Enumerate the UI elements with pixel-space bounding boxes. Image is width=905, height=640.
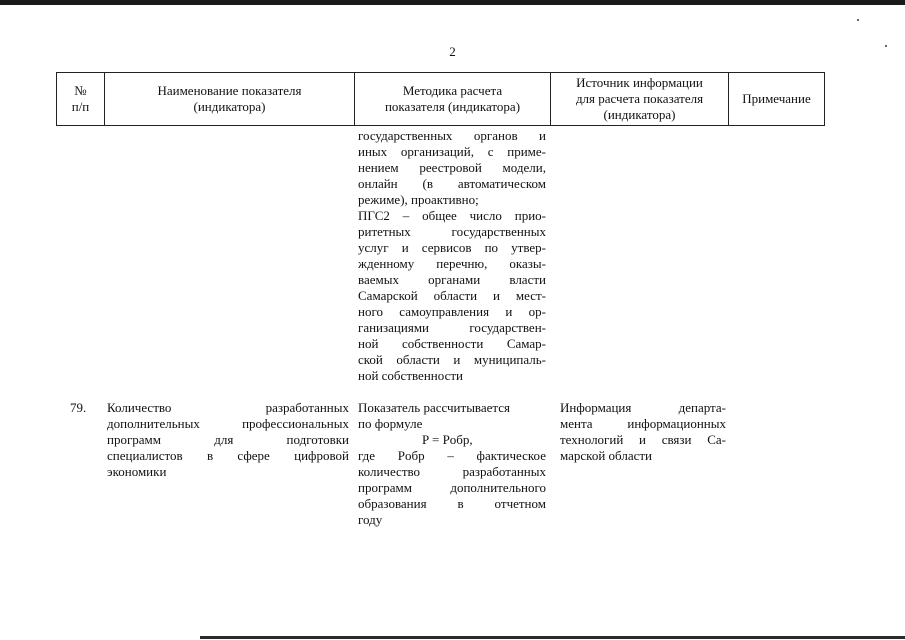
row-info-source: Информация департа- мента информационных технологий и связи Са- марской области <box>560 400 726 463</box>
header-cell-number: № п/п <box>57 73 105 126</box>
scan-speck <box>857 19 859 21</box>
header-cell-note: Примечание <box>729 73 825 126</box>
table-header <box>56 72 825 126</box>
page-number: 2 <box>449 44 456 59</box>
header-cell-source: Источник информации для расчета показателя (индикатора) <box>551 73 729 126</box>
scan-bottom-border <box>200 636 905 639</box>
row-method-text: Показатель рассчитывается по формуле P = Pобр, где Pобр – фактическое количество разработанных программ дополнительного образования в отчетном году <box>358 400 546 527</box>
header-cell-method: Методика расчета показателя (индикатора) <box>355 73 551 126</box>
row-number: 79. <box>70 400 87 415</box>
row-indicator-name: Количество разработанных дополнительных профессиональных программ для подготовки специалистов в сфере цифровой экономики <box>107 400 349 479</box>
scan-top-border <box>0 0 905 5</box>
continuation-method-text: государственных органов и иных организаций, с приме- нением реестровой модели, онлайн (в автоматическом режиме), проактивно; ПГС2 – общее число прио- ритетных государственных услуг и сервисов по утвер- жденному перечню, оказы- ваемых органами власти Самарской области и мест- ного самоуправления и ор- ганизациями государствен- ной собственности Самар- ской области и муниципаль- ной собственности <box>358 128 546 383</box>
method-formula: P = Pобр, <box>422 432 473 447</box>
table-header-row <box>57 73 825 126</box>
header-cell-name: Наименование показателя (индикатора) <box>105 73 355 126</box>
